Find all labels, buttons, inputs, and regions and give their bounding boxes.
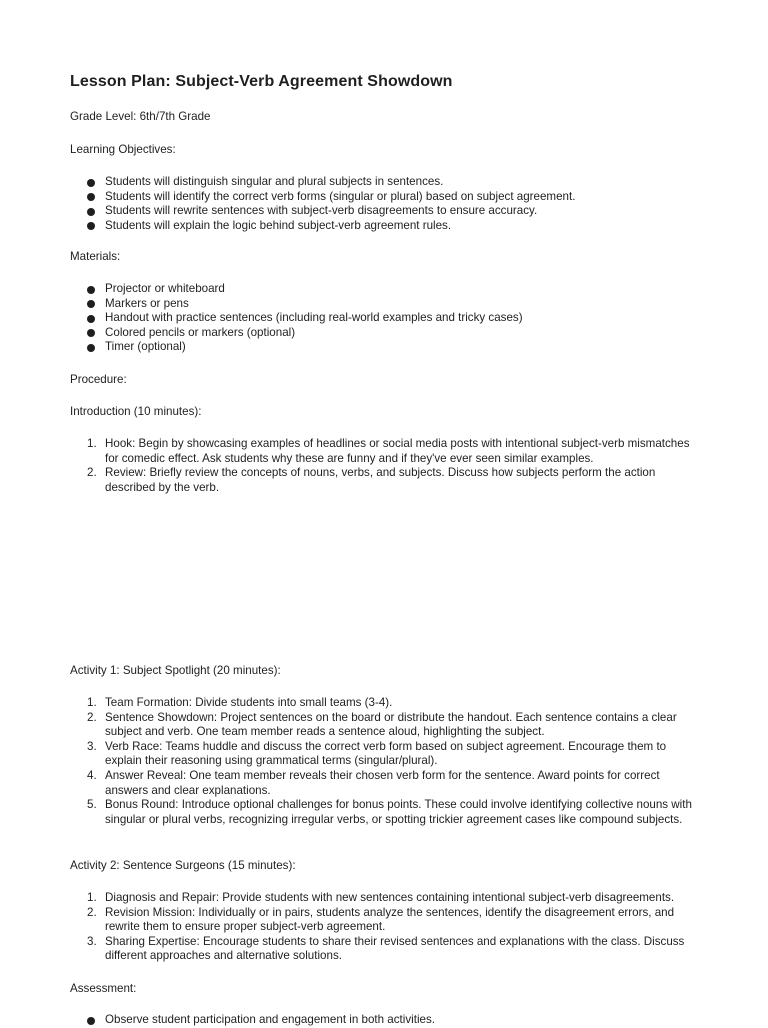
list-item [70,740,700,769]
list-item [70,282,700,297]
list-item [70,769,700,798]
introduction-heading: Introduction (10 minutes): [70,405,202,418]
list-item-number: 2. [87,466,97,480]
list-item [70,326,700,341]
bullet-dot [87,193,95,201]
activity2-heading: Activity 2: Sentence Surgeons (15 minutes): [70,859,296,872]
list-item-number: 1. [87,891,97,904]
list-item [70,297,700,312]
introduction-list [70,437,700,495]
materials-heading: Materials: [70,250,121,263]
bullet-dot [87,315,95,323]
list-item [70,1013,700,1028]
list-item [70,204,700,219]
list-item-text: Hook: Begin by showcasing examples of headlines or social media posts with intentional subject-verb mismatches for comedic effect. Ask students why these are funny and if they've ever seen similar examples. [105,437,690,465]
list-item-number: 4. [87,768,97,782]
list-item-number: 1. [87,437,97,450]
list-item [70,175,700,190]
list-item [70,696,700,711]
list-item [70,190,700,205]
list-item-text: Team Formation: Divide students into small teams (3-4). [105,696,393,709]
list-item [70,340,700,355]
bullet-dot [87,300,95,308]
list-item-text: Students will rewrite sentences with subject-verb disagreements to ensure accuracy. [105,204,538,218]
list-item-text: Timer (optional) [105,340,186,354]
bullet-dot [87,179,95,187]
list-item [70,798,700,827]
list-item-text: Handout with practice sentences (including real-world examples and tricky cases) [105,311,523,325]
activity2-list [70,891,700,964]
list-item-number: 3. [87,739,97,753]
list-item [70,711,700,740]
list-item-text: Answer Reveal: One team member reveals their chosen verb form for the sentence. Award points for correct answers and clear explanations. [105,768,660,797]
list-item-text: Students will identify the correct verb forms (singular or plural) based on subject agreement. [105,189,576,203]
activity1-heading: Activity 1: Subject Spotlight (20 minutes): [70,664,281,677]
list-item-text: Sharing Expertise: Encourage students to share their revised sentences and explanations with the class. Discuss different approaches and alternative solutions. [105,934,685,963]
bullet-dot [87,208,95,216]
list-item [70,935,700,964]
list-item-number: 3. [87,934,97,948]
bullet-dot [87,344,95,352]
bullet-dot [87,1017,95,1025]
list-item [70,906,700,935]
list-item-text: Revision Mission: Individually or in pairs, students analyze the sentences, identify the disagreement errors, and rewrite them to ensure proper subject-verb agreement. [105,905,675,934]
list-item-text: Students will explain the logic behind subject-verb agreement rules. [105,218,452,232]
grade-level: Grade Level: 6th/7th Grade [70,110,211,123]
list-item-text: Projector or whiteboard [105,282,225,295]
list-item [70,466,700,495]
bullet-dot [87,222,95,230]
list-item-text: Diagnosis and Repair: Provide students with new sentences containing intentional subject-verb disagreements. [105,891,675,904]
assessment-heading: Assessment: [70,982,137,995]
list-item-text: Colored pencils or markers (optional) [105,325,296,339]
list-item [70,891,700,906]
procedure-heading: Procedure: [70,373,127,386]
page-title: Lesson Plan: Subject-Verb Agreement Showdown [70,73,453,90]
list-item-number: 5. [87,798,97,812]
list-item-text: Students will distinguish singular and plural subjects in sentences. [105,175,444,188]
objectives-heading: Learning Objectives: [70,143,176,156]
list-item [70,219,700,234]
list-item-text: Observe student participation and engagement in both activities. [105,1013,435,1026]
activity1-list [70,696,700,827]
list-item-number: 2. [87,710,97,724]
list-item [70,311,700,326]
list-item-number: 1. [87,696,97,709]
list-item-text: Review: Briefly review the concepts of nouns, verbs, and subjects. Discuss how subjects perform the action described by the verb. [105,466,656,494]
bullet-dot [87,286,95,294]
materials-list [70,282,700,355]
list-item-text: Markers or pens [105,296,189,310]
list-item-text: Verb Race: Teams huddle and discuss the correct verb form based on subject agreement. Encourage them to explain their reasoning using grammatical terms (singular/plural). [105,739,667,768]
list-item-number: 2. [87,905,97,919]
objectives-list [70,175,700,233]
bullet-dot [87,329,95,337]
assessment-list [70,1013,700,1028]
list-item [70,437,700,466]
list-item-text: Bonus Round: Introduce optional challenges for bonus points. These could involve identifying collective nouns with singular or plural verbs, recognizing irregular verbs, or spotting trickier agreement cases like compound subjects. [105,798,692,826]
list-item-text: Sentence Showdown: Project sentences on the board or distribute the handout. Each sentence contains a clear subject and verb. One team member reads a sentence aloud, highlighting the subject. [105,710,677,739]
